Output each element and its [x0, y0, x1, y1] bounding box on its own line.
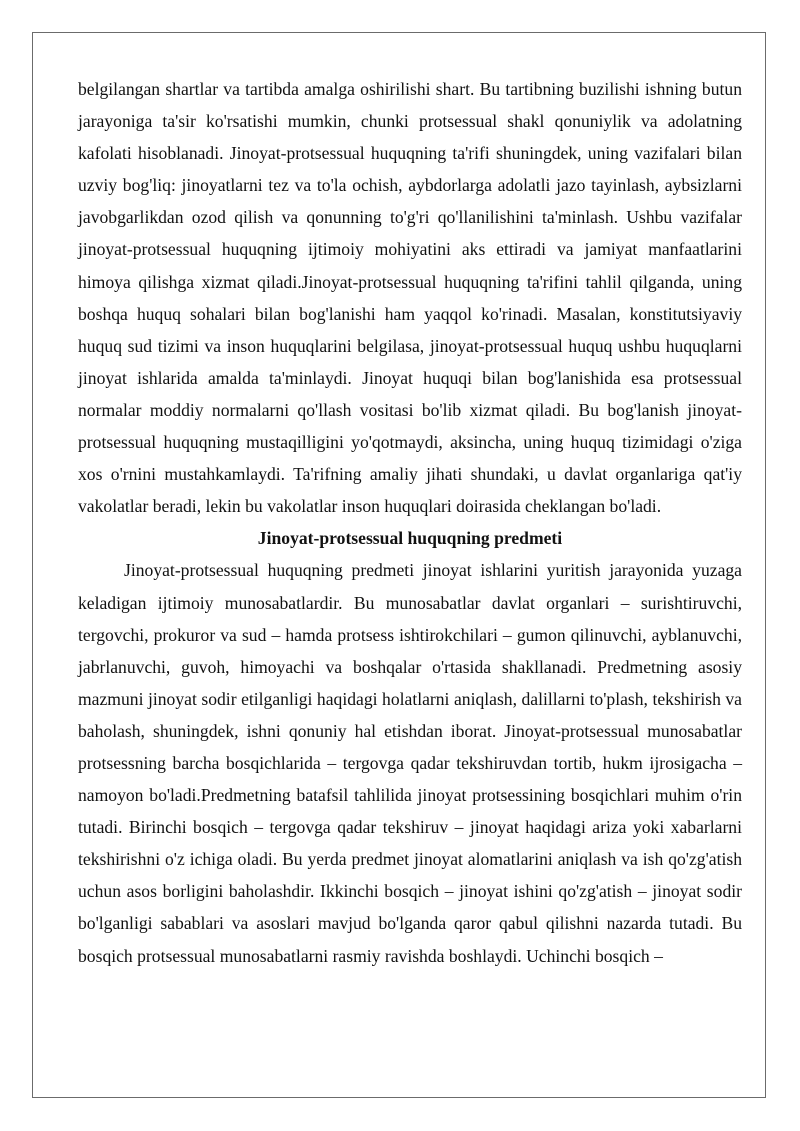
section-heading: Jinoyat-protsessual huquqning predmeti [257, 528, 563, 549]
document-body [78, 73, 742, 972]
body-paragraph-1: belgilangan shartlar va tartibda amalga oshirilishi shart. Bu tartibning buzilishi ishning butun jarayoniga ta'sir ko'rsatishi mumkin, chunki protsessual shakl qonuniylik va adolatning kafolati hisoblanadi. Jinoyat-protsessual huquqning ta'rifi shuningdek, uning vazifalari bilan uzviy bog'liq: jinoyatlarni tez va to'la ochish, aybdorlarga adolatli jazo tayinlash, aybsizlarni javobgarlikdan ozod qilish va qonunning to'g'ri qo'llanilishini ta'minlash. Ushbu vazifalar jinoyat-protsessual huquqning ijtimoiy mohiyatini aks ettiradi va jamiyat manfaatlarini himoya qilishga xizmat qiladi.Jinoyat-protsessual huquqning ta'rifini tahlil qilganda, uning boshqa huquq sohalari bilan bog'lanishi ham yaqqol ko'rinadi. Masalan, konstitutsiyaviy huquq sud tizimi va inson huquqlarini belgilasa, jinoyat-protsessual huquq ushbu huquqlarni jinoyat ishlarida amalda ta'minlaydi. Jinoyat huquqi bilan bog'lanishida esa protsessual normalar moddiy normalarni qo'llash vositasi bo'lib xizmat qiladi. Bu bog'lanish jinoyat-protsessual huquqning mustaqilligini yo'qotmaydi, aksincha, uning huquq tizimidagi o'ziga xos o'rnini mustahkamlaydi. Ta'rifning amaliy jihati shundaki, u davlat organlariga qat'iy vakolatlar beradi, lekin bu vakolatlar inson huquqlari doirasida cheklangan bo'ladi. [78, 79, 742, 517]
body-paragraph-2: Jinoyat-protsessual huquqning predmeti jinoyat ishlarini yuritish jarayonida yuzaga keladigan ijtimoiy munosabatlardir. Bu munosabatlar davlat organlari – surishtiruvchi, tergovchi, prokuror va sud – hamda protsess ishtirokchilari – gumon qilinuvchi, ayblanuvchi, jabrlanuvchi, guvoh, himoyachi va boshqalar o'rtasida shakllanadi. Predmetning asosiy mazmuni jinoyat sodir etilganligi haqidagi holatlarni aniqlash, dalillarni to'plash, tekshirish va baholash, shuningdek, ishni qonuniy hal etishdan iborat. Jinoyat-protsessual munosabatlar protsessning barcha bosqichlarida – tergovga qadar tekshiruvdan tortib, hukm ijrosigacha – namoyon bo'ladi.Predmetning batafsil tahlilida jinoyat protsessining bosqichlari muhim o'rin tutadi. Birinchi bosqich – tergovga qadar tekshiruv – jinoyat haqidagi ariza yoki xabarlarni tekshirishni o'z ichiga oladi. Bu yerda predmet jinoyat alomatlarini aniqlash va ish qo'zg'atish uchun asos borligini baholashdir. Ikkinchi bosqich – jinoyat ishini qo'zg'atish – jinoyat sodir bo'lganligi sabablari va asoslari mavjud bo'lganda qaror qabul qilishni nazarda tutadi. Bu bosqich protsessual munosabatlarni rasmiy ravishda boshlaydi. Uchinchi bosqich – [78, 560, 742, 966]
